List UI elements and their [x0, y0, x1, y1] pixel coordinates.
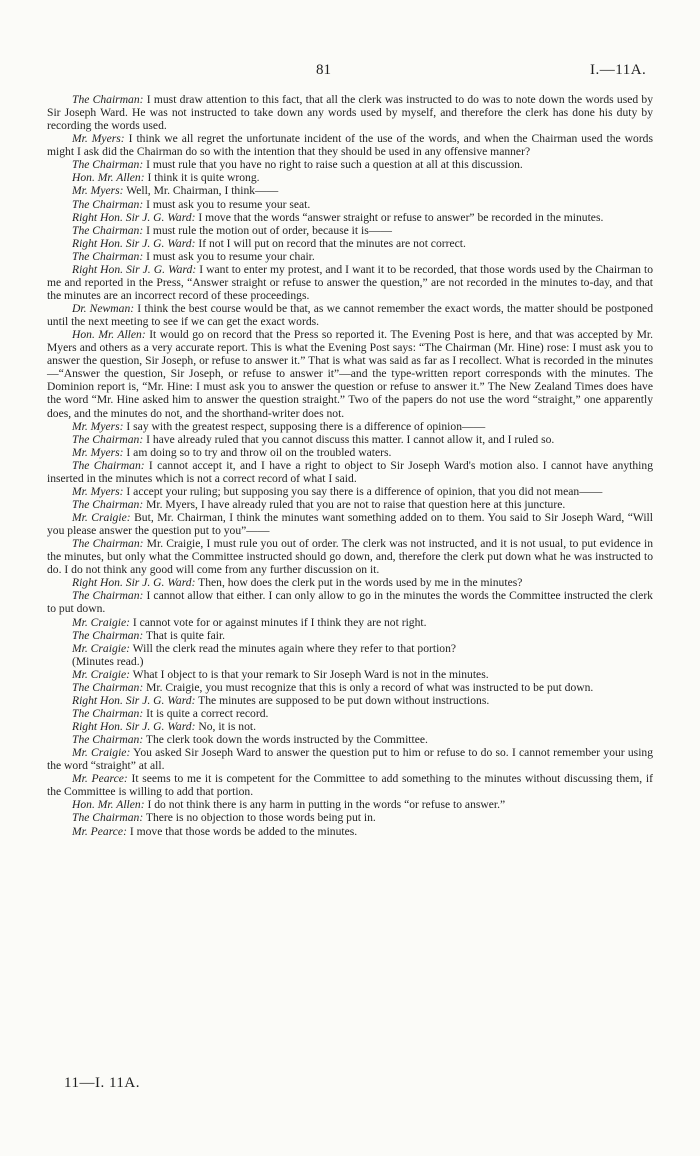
speaker-name: Mr. Myers:	[72, 184, 124, 198]
speaker-name: The Chairman:	[72, 537, 144, 551]
minutes-paragraph	[47, 158, 653, 171]
speech-text: (Minutes read.)	[72, 654, 144, 668]
minutes-paragraph	[47, 250, 653, 263]
speaker-name: Mr. Pearce:	[72, 772, 128, 786]
speech-text: I say with the greatest respect, supposing there is a difference of opinion——	[123, 419, 486, 433]
speech-text: Mr. Craigie, you must recognize that this is only a record of what was instructed to be put down.	[143, 680, 594, 694]
speaker-name: The Chairman:	[72, 628, 144, 642]
speech-text: I have already ruled that you cannot discuss this matter. I cannot allow it, and I ruled so.	[143, 432, 555, 446]
speech-text: The minutes are supposed to be put down without instructions.	[195, 693, 490, 707]
minutes-paragraph	[47, 694, 653, 707]
minutes-paragraph	[47, 433, 653, 446]
speaker-name: The Chairman:	[72, 432, 144, 446]
speaker-name: Mr. Myers:	[72, 132, 125, 146]
speaker-name: Mr. Craigie:	[72, 746, 131, 760]
speech-text: You asked Sir Joseph Ward to answer the question put to him or refuse to do so. I cannot remember your using the word “straight” at all.	[47, 746, 654, 773]
speech-text: There is no objection to those words being put in.	[143, 811, 376, 825]
speech-text: I cannot vote for or against minutes if I think they are not right.	[129, 615, 427, 629]
speaker-name: Dr. Newman:	[72, 302, 135, 315]
minutes-paragraph	[47, 498, 653, 511]
speech-text: Will the clerk read the minutes again where they refer to that portion?	[129, 641, 457, 655]
speaker-name: Mr. Myers:	[72, 484, 124, 498]
speech-text: Mr. Craigie, I must rule you out of order. The clerk was not instructed, and it is not usual, to put evidence in the minutes, but only what the Committee instructed should go down, and, therefore the clerk put down what he was instructed to do. I do not think any good will come from any further discussion on it.	[47, 537, 653, 577]
speaker-name: The Chairman:	[72, 733, 144, 747]
speaker-name: The Chairman:	[72, 589, 144, 603]
speech-text: But, Mr. Chairman, I think the minutes want something added on to them. You said to Sir Joseph Ward, “Will you please answer the question put to you”——	[47, 511, 654, 538]
minutes-paragraph	[47, 171, 653, 184]
speech-text: I think the best course would be that, as we cannot remember the exact words, the matter should be postponed until the next meeting to see if we can get the exact words.	[47, 302, 653, 329]
minutes-paragraph	[47, 132, 653, 158]
speaker-name: Right Hon. Sir J. G. Ward:	[72, 720, 196, 733]
speaker-name: The Chairman:	[72, 158, 144, 172]
speaker-name: The Chairman:	[72, 497, 144, 511]
speaker-name: Hon. Mr. Allen:	[72, 328, 146, 342]
speech-text: What I object to is that your remark to Sir Joseph Ward is not in the minutes.	[129, 667, 489, 681]
minutes-paragraph	[47, 224, 653, 237]
minutes-paragraph	[47, 198, 653, 211]
speech-text: I move that those words be added to the minutes.	[126, 824, 358, 838]
speaker-name: Mr. Craigie:	[72, 511, 131, 524]
speaker-name: The Chairman:	[72, 93, 144, 106]
speech-text: I cannot accept it, and I have a right to object to Sir Joseph Ward's motion also. I cannot have anything inserted in the minutes which is not a correct record of what I said.	[47, 458, 653, 485]
minutes-paragraph	[47, 93, 653, 132]
minutes-paragraph	[47, 537, 653, 576]
speech-text: The clerk took down the words instructed by the Committee.	[143, 733, 428, 747]
speech-text: I must draw attention to this fact, that all the clerk was instructed to do was to note down the words used by Sir Joseph Ward. He was not instructed to take down any words used by myself, and therefore the clerk has done his duty by recording the words used.	[47, 93, 653, 133]
minutes-paragraph	[47, 589, 653, 615]
speech-text: I do not think there is any harm in putting in the words “or refuse to answer.”	[144, 798, 506, 812]
minutes-paragraph	[47, 642, 653, 655]
speaker-name: Mr. Craigie:	[72, 667, 130, 681]
speaker-name: Hon. Mr. Allen:	[72, 798, 145, 812]
minutes-paragraph	[47, 485, 653, 498]
minutes-paragraph	[47, 616, 653, 629]
speech-text: I move that the words “answer straight or refuse to answer” be recorded in the minutes.	[195, 210, 604, 224]
minutes-paragraph	[47, 720, 653, 733]
sheet-signature: 11—I. 11A.	[64, 1075, 140, 1091]
speaker-name: Mr. Pearce:	[72, 824, 127, 838]
speech-text: I cannot allow that either. I can only allow to go in the minutes the words the Committee instructed the clerk to put down.	[47, 589, 653, 616]
minutes-paragraph	[47, 811, 653, 824]
speech-text: I want to enter my protest, and I want it to be recorded, that those words used by the Chairman to me and reported in the Press, “Answer straight or refuse to answer the question,” are not recorded in the minutes to-day, and that the minutes are an incorrect record of these proceedings.	[47, 262, 653, 302]
speaker-name: The Chairman:	[72, 811, 144, 825]
speaker-name: Right Hon. Sir J. G. Ward:	[72, 262, 197, 276]
speech-text: I accept your ruling; but supposing you say there is a difference of opinion, that you did not mean——	[123, 484, 603, 498]
speech-text: If not I will put on record that the minutes are not correct.	[195, 236, 466, 250]
minutes-paragraph	[47, 420, 653, 433]
speech-text: No, it is not.	[195, 720, 257, 733]
minutes-paragraph	[47, 681, 653, 694]
speech-text: I must ask you to resume your seat.	[143, 197, 311, 211]
minutes-paragraph	[47, 184, 653, 197]
minutes-paragraph	[47, 237, 653, 250]
speech-text: It seems to me it is competent for the Committee to add something to the minutes without discussing them, if the Committee is willing to add that portion.	[47, 772, 653, 799]
minutes-paragraph	[47, 302, 653, 328]
speaker-name: The Chairman:	[72, 197, 144, 211]
speaker-name: Right Hon. Sir J. G. Ward:	[72, 576, 196, 590]
speech-text: Then, how does the clerk put in the words used by me in the minutes?	[195, 576, 523, 590]
minutes-text	[47, 93, 653, 838]
speaker-name: Mr. Myers:	[72, 419, 124, 433]
speech-text: It is quite a correct record.	[143, 706, 269, 720]
minutes-paragraph	[47, 655, 653, 668]
minutes-paragraph	[47, 328, 653, 419]
speech-text: I think it is quite wrong.	[144, 171, 260, 185]
speech-text: I must rule the motion out of order, because it is——	[143, 223, 392, 237]
speaker-name: Right Hon. Sir J. G. Ward:	[72, 693, 196, 707]
speaker-name: The Chairman:	[72, 706, 144, 720]
minutes-paragraph	[47, 798, 653, 811]
minutes-paragraph	[47, 629, 653, 642]
speech-text: It would go on record that the Press so reported it. The Evening Post is here, and that was accepted by Mr. Myers and others as a very accurate report. This is what the Evening Post says: “The Chairman (Mr. Hine) rose: I must ask you to answer the question, Sir Joseph, or refuse to answer it.” That is what was said as far as I recollect. What is recorded in the minutes—“Answer the question, Sir Joseph, or refuse to answer it”—and the type-written report corresponds with the minutes. The Dominion report is, “Mr. Hine: I must ask you to answer the question or refuse to answer it.” The New Zealand Times does have the word “Mr. Hine asked him to answer the question straight.” Two of the papers do not use the word “straight,” one apparently does, and the minutes do not, and the shorthand-writer does not.	[47, 328, 653, 420]
speech-text: I must rule that you have no right to raise such a question at all at this discussion.	[143, 158, 523, 172]
minutes-paragraph	[47, 668, 653, 681]
speech-text: I think we all regret the unfortunate incident of the use of the words, and when the Chairman used the words might I ask did the Chairman do so with the intention that they should be used in any offensive manner?	[47, 132, 653, 159]
speaker-name: The Chairman:	[72, 680, 144, 694]
speaker-name: Mr. Myers:	[72, 445, 124, 459]
speaker-name: The Chairman:	[72, 249, 144, 263]
speaker-name: Mr. Craigie:	[72, 615, 130, 629]
speaker-name: Mr. Craigie:	[72, 641, 130, 655]
speaker-name: Hon. Mr. Allen:	[72, 171, 145, 185]
speaker-name: The Chairman:	[72, 223, 144, 237]
speech-text: I must ask you to resume your chair.	[143, 249, 315, 263]
speaker-name: Right Hon. Sir J. G. Ward:	[72, 236, 196, 250]
speech-text: That is quite fair.	[143, 628, 226, 642]
minutes-paragraph	[47, 263, 653, 302]
minutes-paragraph	[47, 511, 653, 537]
minutes-paragraph	[47, 446, 653, 459]
minutes-paragraph	[47, 825, 653, 838]
minutes-paragraph	[47, 733, 653, 746]
page-number: 81	[316, 62, 331, 78]
speech-text: Mr. Myers, I have already ruled that you are not to raise that question here at this juncture.	[143, 497, 566, 511]
document-reference: I.—11A.	[590, 62, 647, 78]
minutes-paragraph	[47, 459, 653, 485]
speech-text: I am doing so to try and throw oil on the troubled waters.	[123, 445, 392, 459]
minutes-paragraph	[47, 576, 653, 589]
minutes-paragraph	[47, 211, 653, 224]
speaker-name: The Chairman:	[72, 458, 145, 472]
minutes-paragraph	[47, 746, 653, 772]
minutes-paragraph	[47, 772, 653, 798]
minutes-paragraph	[47, 707, 653, 720]
speech-text: Well, Mr. Chairman, I think——	[123, 184, 279, 198]
speaker-name: Right Hon. Sir J. G. Ward:	[72, 210, 196, 224]
